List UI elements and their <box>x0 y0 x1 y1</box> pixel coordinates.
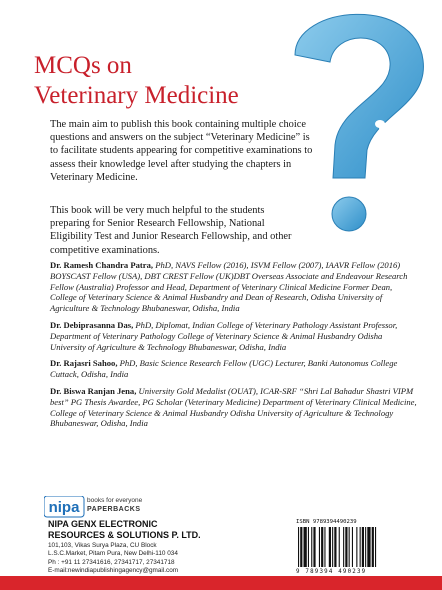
logo-series: PAPERBACKS <box>87 506 141 513</box>
nipa-logo-icon <box>44 496 86 518</box>
author-entry <box>50 260 420 314</box>
email-line: E-mail:newindiapublishingagency@gmail.com <box>48 567 179 575</box>
description-paragraph: The main aim to publish this book containing multiple choice questions and answers on the subject “Veterinary Medicine” is to facilitate students appearing for competitive examinations to assess their knowledge level after studying the chapters in Veterinary Medicine. <box>50 119 313 183</box>
barcode-bar <box>339 527 340 567</box>
publisher-name-line: RESOURCES & SOLUTIONS P. LTD. <box>48 530 201 540</box>
author-name: Dr. Rajasri Sahoo, <box>50 358 118 369</box>
author-list <box>50 260 420 435</box>
author-credentials: University Gold Medalist (OUAT), ICAR-SRF “Shri Lal Bahadur Shastri VIPM best” PG Thesis Awardee, PG Scholar (Veterinary Medicine) Department of Veterinary Clinical Medicine, College of Veterinary Science & Animal Husbandry Odisha University of Agriculture & Technology Bhubaneswar, Odisha, India <box>50 385 417 429</box>
barcode-bar <box>362 527 364 567</box>
publisher-name <box>48 519 308 541</box>
barcode-bar <box>332 527 333 567</box>
address-line: L.S.C.Market, Pitam Pura, New Delhi-110 034 <box>48 550 178 558</box>
barcode-bar <box>352 527 353 567</box>
phone-line: Ph : +91 11 27341616, 27341717, 27341718 <box>48 558 175 566</box>
barcode-bar <box>367 527 370 567</box>
author-credentials: PhD, NAVS Fellow (2016), ISVM Fellow (2007), IAAVR Fellow (2016) BOYSCAST Fellow (USA), DBT CREST Fellow (UK)DBT Overseas Associate and Endeavour Research Fellow (Australia) Professor and Head, Department of Veterinary Clinical Medicine Former Dean, College of Veterinary Science & Animal Husbandry and Dean of Research, Odisha University of Agriculture & Technology Bhubaneswar, Odisha, India <box>50 260 408 314</box>
logo-wordmark: nipa <box>48 499 80 516</box>
barcode-bar <box>311 527 312 567</box>
author-entry <box>50 358 420 380</box>
barcode-bar <box>365 527 366 567</box>
logo-tagline: books for everyone <box>87 497 143 504</box>
barcode-bar <box>319 527 320 567</box>
isbn-digits: 9 789394 490239 <box>296 569 367 575</box>
barcode-bar <box>372 527 374 567</box>
isbn-barcode <box>296 519 414 577</box>
cow-icon <box>375 120 410 140</box>
barcode-bar <box>343 527 344 567</box>
barcode-bar <box>300 527 302 567</box>
barcode-bar <box>313 527 315 567</box>
barcode-bar <box>308 527 309 567</box>
publisher-name-line: NIPA GENX ELECTRONIC <box>48 519 158 529</box>
barcode-bar <box>329 527 331 567</box>
barcode-bar <box>356 527 357 567</box>
author-entry <box>50 320 420 352</box>
author-name: Dr. Ramesh Chandra Patra, <box>50 260 154 270</box>
author-name: Dr. Debiprasanna Das, <box>50 319 134 330</box>
publisher-info <box>48 519 308 584</box>
barcode-bar <box>375 527 376 567</box>
author-name: Dr. Biswa Ranjan Jena, <box>50 385 137 396</box>
barcode-bar <box>334 527 336 567</box>
book-title-line-1: MCQs on <box>34 52 132 79</box>
barcode-bar <box>324 527 325 567</box>
author-entry <box>50 386 420 429</box>
barcode-bar <box>298 527 299 567</box>
barcode-icon <box>296 527 414 569</box>
author-credentials: PhD, Diplomat, Indian College of Veterinary Pathology Assistant Professor, Department of Veterinary Pathology College of Veterinary Science & Animal Husbandry Odisha University of Agriculture & Technology Bhubaneswar, Odisha, India <box>50 319 398 352</box>
barcode-bar <box>360 527 361 567</box>
barcode-bar <box>349 527 350 567</box>
description-paragraph: This book will be very much helpful to the students preparing for Senior Research Fellowship, National Eligibility Test and Junior Research Fellowship, and other competitive examinations. <box>50 205 292 256</box>
isbn-label: ISBN 9789394490239 <box>296 519 357 525</box>
barcode-bar <box>321 527 323 567</box>
publisher-logo <box>44 496 184 518</box>
barcode-bar <box>304 527 307 567</box>
author-credentials: PhD, Basic Science Research Fellow (UGC) Lecturer, Banki Autonomus College Cuttack, Odisha, India <box>50 358 398 380</box>
book-title-line-2: Veterinary Medicine <box>34 82 239 109</box>
barcode-bar <box>345 527 347 567</box>
bottom-red-band <box>0 576 442 590</box>
address-line: 101,103, Vikas Surya Plaza, CU Block <box>48 542 157 549</box>
